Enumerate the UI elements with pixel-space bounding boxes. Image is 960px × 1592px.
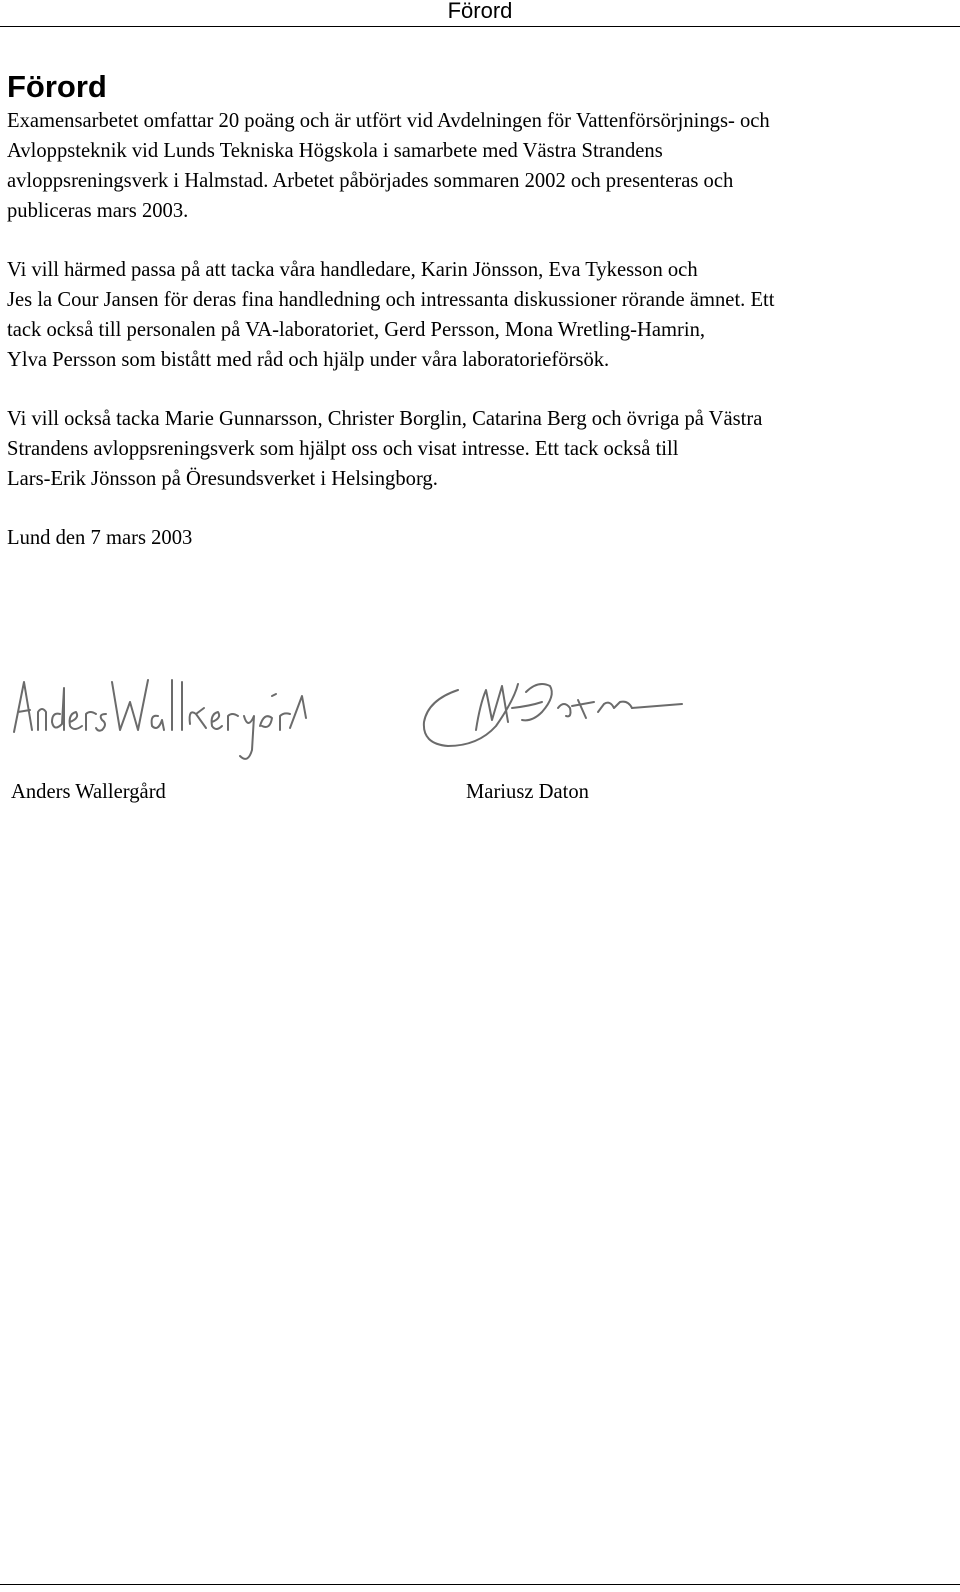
- paragraph-thanks: [7, 404, 952, 494]
- text-line: tack också till personalen på VA-laboratoriet, Gerd Persson, Mona Wretling-Hamrin,: [7, 319, 706, 341]
- footer-rule: [0, 1584, 960, 1585]
- text-line: Examensarbetet omfattar 20 poäng och är utfört vid Avdelningen för Vattenförsörjnings- och: [7, 110, 770, 132]
- text-line: Avloppsteknik vid Lunds Tekniska Högskola i samarbete med Västra Strandens: [7, 140, 663, 162]
- text-line: publiceras mars 2003.: [7, 200, 189, 222]
- text-line: Vi vill också tacka Marie Gunnarsson, Christer Borglin, Catarina Berg och övriga på Västra: [7, 408, 763, 430]
- text-line: Ylva Persson som bistått med råd och hjälp under våra laboratorieförsök.: [7, 349, 610, 371]
- paragraph-acknowledgements: [7, 255, 952, 375]
- text-line: Jes la Cour Jansen för deras fina handledning och intressanta diskussioner rörande ämnet. Ett: [7, 289, 775, 311]
- signature-image-anders-wallergard: [8, 660, 308, 770]
- document-body: [7, 106, 952, 582]
- signature-name-2: Mariusz Daton: [466, 781, 589, 803]
- running-header: [0, 0, 960, 27]
- text-line: avloppsreningsverk i Halmstad. Arbetet påbörjades sommaren 2002 och presenteras och: [7, 170, 734, 192]
- signature-name-1: Anders Wallergård: [11, 781, 166, 803]
- text-line: Lars-Erik Jönsson på Öresundsverket i Helsingborg.: [7, 468, 438, 490]
- text-line: Vi vill härmed passa på att tacka våra handledare, Karin Jönsson, Eva Tykesson och: [7, 259, 698, 281]
- place-date: Lund den 7 mars 2003: [7, 527, 193, 549]
- paragraph-intro: [7, 106, 952, 226]
- running-header-title: Förord: [447, 0, 513, 23]
- page-title: Förord: [7, 69, 107, 104]
- signature-image-mariusz-daton: [418, 660, 686, 770]
- text-line: Strandens avloppsreningsverk som hjälpt oss och visat intresse. Ett tack också till: [7, 438, 679, 460]
